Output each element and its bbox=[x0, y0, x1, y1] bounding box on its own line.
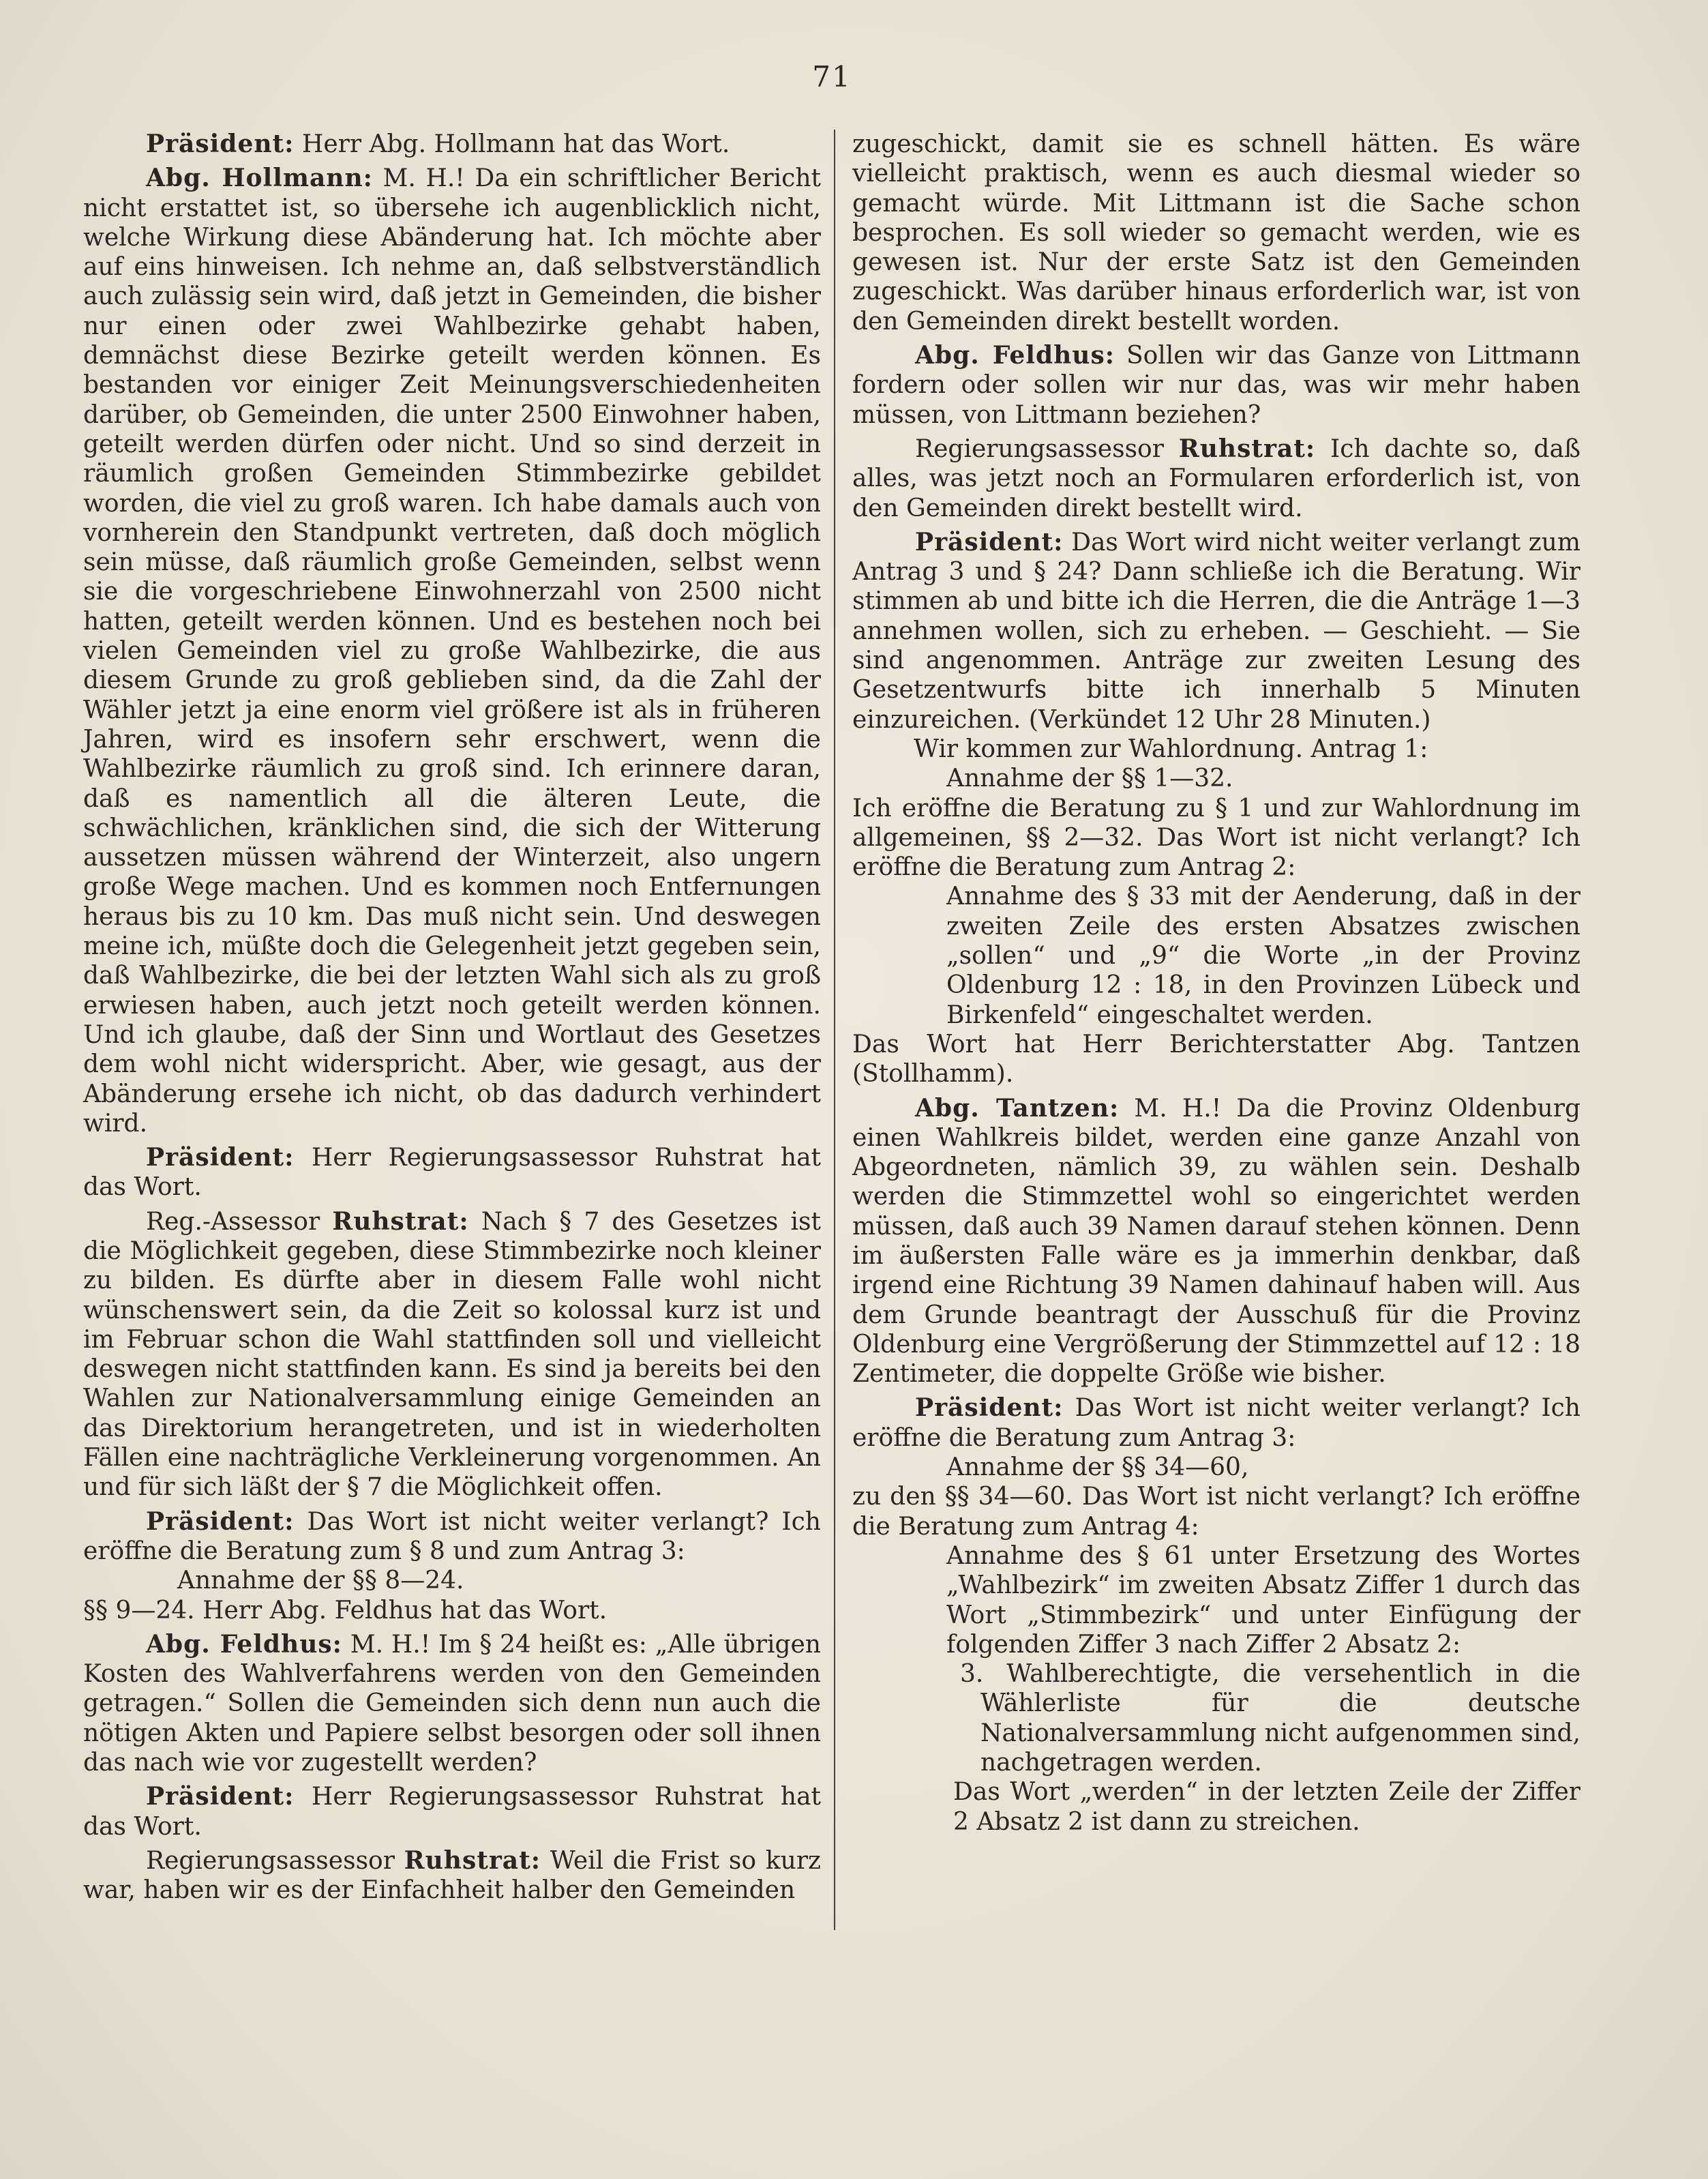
paragraph bbox=[852, 1094, 1580, 1389]
speech-text: M. H.! Da ein schriftlicher Bericht nicht erstattet ist, so übersehe ich augenblicklich nicht, welche Wirkung diese Abänderung hat. Ich möchte aber auf eins hinweisen. Ich nehme an, daß selbstverständlich auch zulässig sein wird, daß jetzt in Gemeinden, die bisher nur einen oder zwei Wahlbezirke gehabt haben, demnächst diese Bezirke geteilt werden können. Es bestanden vor einiger Zeit Meinungsverschiedenheiten darüber, ob Gemeinden, die unter 2500 Einwohner haben, geteilt werden dürfen oder nicht. Und so sind derzeit in räumlich großen Gemeinden Stimmbezirke gebildet worden, die viel zu groß waren. Ich habe damals auch von vornherein den Standpunkt vertreten, daß doch möglich sein müsse, daß räumlich große Gemeinden, selbst wenn sie die vorgeschriebene Einwohnerzahl von 2500 nicht hatten, geteilt werden können. Und es bestehen noch bei vielen Gemeinden viel zu große Wahlbezirke, die aus diesem Grunde zu groß geblieben sind, da die Zahl der Wähler jetzt ja eine enorm viel größere ist als in früheren Jahren, wird es insofern sehr erschwert, wenn die Wahlbezirke räumlich zu groß sind. Ich erinnere daran, daß es namentlich all die älteren Leute, die schwächlichen, kränklichen sind, die sich der Witterung aussetzen müssen während der Winterzeit, also ungern große Wege machen. Und es kommen noch Entfernungen heraus bis zu 10 km. Das muß nicht sein. Und deswegen meine ich, müßte doch die Gelegenheit jetzt gegeben sein, daß Wahlbezirke, die bei der letzten Wahl sich als zu groß erwiesen haben, auch jetzt noch geteilt werden können. Und ich glaube, daß der Sinn und Wortlaut des Gesetzes dem wohl nicht widerspricht. Aber, wie gesagt, aus der Abänderung ersehe ich nicht, ob das dadurch verhindert wird. bbox=[83, 164, 821, 1138]
column-divider bbox=[834, 130, 835, 1930]
paragraph: zu den §§ 34—60. Das Wort ist nicht verlangt? Ich eröffne die Beratung zum Antrag 4: bbox=[852, 1483, 1580, 1541]
paragraph bbox=[83, 1782, 821, 1841]
speaker-name: Abg. Tantzen: bbox=[915, 1093, 1120, 1123]
speaker-name: Ruhstrat: bbox=[404, 1846, 541, 1875]
paragraph: Wir kommen zur Wahlordnung. Antrag 1: bbox=[914, 735, 1428, 763]
paragraph bbox=[83, 164, 821, 1138]
paragraph bbox=[83, 1207, 821, 1502]
right-column bbox=[852, 130, 1580, 1841]
paragraph: Ich eröffne die Beratung zu § 1 und zur Wahlordnung im allgemeinen, §§ 2—32. Das Wort ist nicht verlangt? Ich eröffne die Beratung zum Antrag 2: bbox=[852, 794, 1580, 882]
speaker-name: Präsident: bbox=[146, 1143, 295, 1172]
speech-text: Herr Abg. Hollmann hat das Wort. bbox=[294, 130, 730, 158]
paragraph bbox=[852, 434, 1580, 523]
speech-text: Nach § 7 des Gesetzes ist die Möglichkeit gegeben, diese Stimmbezirke noch kleiner zu bilden. Es dürfte aber in diesem Falle wohl nicht wünschenswert sein, da die Zeit so kolossal kurz ist und im Februar schon die Wahl stattfinden soll und vielleicht deswegen nicht stattfinden kann. Es sind ja bereits bei den Wahlen zur Nationalversammlung einige Gemeinden an das Direktorium herangetreten, und ist in wiederholten Fällen eine nachträgliche Verkleinerung vorgenommen. An und für sich läßt der § 7 die Möglichkeit offen. bbox=[83, 1207, 821, 1502]
paragraph: §§ 9—24. Herr Abg. Feldhus hat das Wort. bbox=[83, 1596, 608, 1625]
paragraph bbox=[83, 1143, 821, 1202]
paragraph bbox=[852, 528, 1580, 735]
paragraph bbox=[83, 1630, 821, 1777]
speech-text: Sollen wir das Ganze von Littmann fordern oder sollen wir nur das, was wir mehr haben müssen, von Littmann beziehen? bbox=[852, 342, 1580, 429]
paragraph: Das Wort hat Herr Berichterstatter Abg. Tantzen (Stollhamm). bbox=[852, 1030, 1580, 1088]
speaker-name: Ruhstrat: bbox=[1178, 434, 1316, 463]
paragraph bbox=[852, 1393, 1580, 1453]
speech-text: M. H.! Im § 24 heißt es: „Alle übrigen Kosten des Wahlverfahrens werden von den Gemeinden getragen.“ Sollen die Gemeinden sich denn nun auch die nötigen Akten und Papiere selbst besorgen oder soll ihnen das nach wie vor zugestellt werden? bbox=[83, 1630, 821, 1777]
speech-text: Weil die Frist so kurz war, haben wir es der Einfachheit halber den Gemeinden bbox=[83, 1846, 821, 1905]
speaker-title: Regierungsassessor bbox=[146, 1846, 404, 1875]
speech-text: Herr Regierungsassessor Ruhstrat hat das Wort. bbox=[83, 1144, 821, 1202]
speech-text: Das Wort wird nicht weiter verlangt zum Antrag 3 und § 24? Dann schließe ich die Beratung. Wir stimmen ab und bitte ich die Herren, die die Anträge 1—3 annehmen wollen, sich zu erheben. — Geschieht. — Sie sind angenommen. Anträge zur zweiten Lesung des Gesetzentwurfs bitte ich innerhalb 5 Minuten einzureichen. (Verkündet 12 Uhr 28 Minuten.) bbox=[852, 528, 1580, 734]
speech-text: Ich dachte so, daß alles, was jetzt noch an Formularen erforderlich ist, von den Gemeinden direkt bestellt wird. bbox=[852, 434, 1580, 522]
motion-text: Das Wort „werden“ in der letzten Zeile der Ziffer 2 Absatz 2 ist dann zu streichen. bbox=[953, 1778, 1580, 1836]
speaker-name: Präsident: bbox=[146, 130, 295, 158]
left-column bbox=[83, 130, 821, 1910]
paragraph bbox=[83, 1507, 821, 1567]
page-number: 71 bbox=[812, 60, 852, 93]
speech-text: M. H.! Da die Provinz Oldenburg einen Wahlkreis bildet, werden eine ganze Anzahl von Abgeordneten, nämlich 39, zu wählen sein. Deshalb werden die Stimmzettel wohl so eingerichtet werden müssen, daß auch 39 Namen darauf stehen können. Denn im äußersten Falle wäre es ja immerhin denkbar, daß irgend eine Richtung 39 Namen dahinauf haben will. Aus dem Grunde beantragt der Ausschuß für die Provinz Oldenburg eine Vergrößerung der Stimmzettel auf 12 : 18 Zentimeter, die doppelte Größe wie bisher. bbox=[852, 1094, 1580, 1389]
motion-text: Annahme des § 33 mit der Aenderung, daß in der zweiten Zeile des ersten Absatzes zwischen „sollen“ und „9“ die Worte „in der Provinz Oldenburg 12 : 18, in den Provinzen Lübeck und Birkenfeld“ eingeschaltet werden. bbox=[946, 883, 1580, 1029]
paragraph bbox=[852, 341, 1580, 430]
speaker-name: Abg. Feldhus: bbox=[915, 341, 1115, 370]
paragraph bbox=[83, 130, 821, 159]
speech-text: Das Wort ist nicht weiter verlangt? Ich eröffne die Beratung zum Antrag 3: bbox=[852, 1394, 1580, 1452]
motion-text: Annahme des § 61 unter Ersetzung des Wortes „Wahlbezirk“ im zweiten Absatz Ziffer 1 durch das Wort „Stimmbezirk“ und unter Einfügung der folgenden Ziffer 3 nach Ziffer 2 Absatz 2: bbox=[946, 1541, 1580, 1659]
motion-text: Annahme der §§ 34—60, bbox=[946, 1453, 1249, 1482]
speaker-name: Präsident: bbox=[146, 1782, 295, 1811]
paragraph: zugeschickt, damit sie es schnell hätten. Es wäre vielleicht praktisch, wenn es auch diesmal wieder so gemacht würde. Mit Littmann ist die Sache schon besprochen. Es soll wieder so gemacht werden, wie es gewesen ist. Nur der erste Satz ist den Gemeinden zugeschickt. Was darüber hinaus erforderlich war, ist von den Gemeinden direkt bestellt worden. bbox=[852, 130, 1580, 336]
speech-text: Das Wort ist nicht weiter verlangt? Ich eröffne die Beratung zum § 8 und zum Antrag 3: bbox=[83, 1507, 821, 1565]
paragraph bbox=[83, 1846, 821, 1906]
speaker-name: Präsident: bbox=[915, 527, 1064, 557]
speaker-name: Ruhstrat: bbox=[332, 1206, 469, 1236]
speaker-name: Präsident: bbox=[915, 1393, 1064, 1423]
speaker-title: Regierungsassessor bbox=[915, 434, 1179, 463]
speaker-name: Präsident: bbox=[146, 1507, 295, 1536]
motion-item: 3. Wahlberechtigte, die versehentlich in die Wählerliste für die deutsche Nationalversammlung nicht aufgenommen sind, nachgetragen werden. bbox=[960, 1660, 1580, 1777]
speech-text: Herr Regierungsassessor Ruhstrat hat das Wort. bbox=[83, 1783, 821, 1841]
speaker-name: Abg. Feldhus: bbox=[146, 1629, 342, 1659]
motion-text: Annahme der §§ 1—32. bbox=[946, 765, 1233, 793]
speaker-title: Reg.-Assessor bbox=[146, 1207, 333, 1236]
motion-text: Annahme der §§ 8—24. bbox=[177, 1567, 464, 1595]
speaker-name: Abg. Hollmann: bbox=[146, 164, 373, 193]
